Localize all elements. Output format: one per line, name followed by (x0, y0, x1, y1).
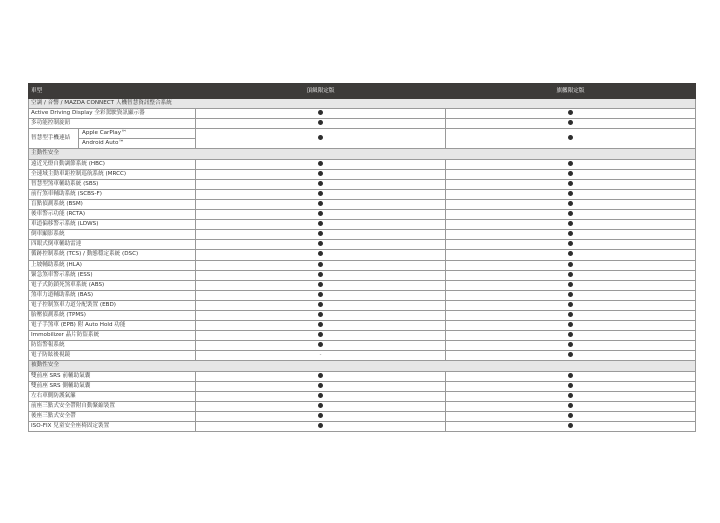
feature-label: 胎壓偵測系統 (TPMS) (29, 310, 196, 320)
equipped-mark (196, 411, 446, 421)
filled-dot-icon (318, 262, 323, 267)
table-row (29, 331, 696, 341)
table-row (29, 129, 696, 139)
section-row (29, 99, 696, 109)
filled-dot-icon (568, 342, 573, 347)
filled-dot-icon (318, 342, 323, 347)
sub-feature-label: Apple CarPlay™ (79, 129, 196, 139)
equipped-mark (446, 250, 696, 260)
filled-dot-icon (568, 262, 573, 267)
filled-dot-icon (318, 373, 323, 378)
table-row (29, 411, 696, 421)
filled-dot-icon (318, 292, 323, 297)
filled-dot-icon (318, 201, 323, 206)
equipped-mark (446, 321, 696, 331)
filled-dot-icon (318, 221, 323, 226)
equipped-mark (446, 260, 696, 270)
feature-label: 車道偏移警示系統 (LDWS) (29, 220, 196, 230)
feature-label: 電子防眩後視鏡 (29, 351, 196, 361)
header-model: 車型 (29, 84, 196, 99)
equipped-mark (446, 371, 696, 381)
filled-dot-icon (568, 312, 573, 317)
equipped-mark (196, 391, 446, 401)
filled-dot-icon (318, 171, 323, 176)
feature-label: 電子手煞車 (EPB) 附 Auto Hold 功能 (29, 321, 196, 331)
filled-dot-icon (568, 241, 573, 246)
filled-dot-icon (318, 241, 323, 246)
equipped-mark (196, 341, 446, 351)
filled-dot-icon (568, 181, 573, 186)
sub-feature-label: Android Auto™ (79, 139, 196, 149)
filled-dot-icon (318, 110, 323, 115)
equipped-mark (196, 401, 446, 411)
dash-mark: - (319, 352, 322, 359)
filled-dot-icon (318, 181, 323, 186)
equipped-mark (196, 109, 446, 119)
filled-dot-icon (318, 403, 323, 408)
equipped-mark (446, 391, 696, 401)
equipped-mark (196, 240, 446, 250)
feature-label: 循跡控制系統 (TCS) / 動態穩定系統 (DSC) (29, 250, 196, 260)
table-row (29, 230, 696, 240)
filled-dot-icon (318, 120, 323, 125)
filled-dot-icon (568, 110, 573, 115)
equipped-mark (196, 199, 446, 209)
not-equipped-mark (196, 351, 446, 361)
filled-dot-icon (568, 322, 573, 327)
feature-label: 全速域主動車距控制巡航系統 (MRCC) (29, 169, 196, 179)
equipped-mark (446, 159, 696, 169)
table-body (29, 99, 696, 432)
equipped-mark (446, 331, 696, 341)
table-row (29, 240, 696, 250)
feature-label: 上坡輔助系統 (HLA) (29, 260, 196, 270)
equipped-mark (446, 270, 696, 280)
feature-label: 遠近光燈自動調節系統 (HBC) (29, 159, 196, 169)
feature-label: 煞車力道輔助系統 (BAS) (29, 290, 196, 300)
equipped-mark (446, 199, 696, 209)
filled-dot-icon (568, 302, 573, 307)
equipped-mark (196, 371, 446, 381)
equipped-mark (446, 129, 696, 149)
filled-dot-icon (568, 221, 573, 226)
equipped-mark (446, 401, 696, 411)
equipped-mark (446, 310, 696, 320)
table-row (29, 169, 696, 179)
filled-dot-icon (568, 120, 573, 125)
equipped-mark (446, 300, 696, 310)
feature-label: 雙前座 SRS 前輔助氣囊 (29, 371, 196, 381)
filled-dot-icon (568, 292, 573, 297)
feature-label: 智慧型手機連結 (29, 129, 79, 149)
table-row (29, 270, 696, 280)
equipped-mark (196, 220, 446, 230)
table-row (29, 391, 696, 401)
filled-dot-icon (318, 302, 323, 307)
filled-dot-icon (318, 161, 323, 166)
equipped-mark (446, 179, 696, 189)
feature-label: 盲點偵測系統 (BSM) (29, 199, 196, 209)
equipped-mark (196, 119, 446, 129)
equipped-mark (446, 109, 696, 119)
equipped-mark (446, 381, 696, 391)
feature-label: 四眼式倒車輔助雷達 (29, 240, 196, 250)
equipped-mark (446, 210, 696, 220)
equipped-mark (196, 331, 446, 341)
filled-dot-icon (318, 312, 323, 317)
table-row (29, 159, 696, 169)
table-row (29, 199, 696, 209)
feature-label: 智慧型煞車輔助系統 (SBS) (29, 179, 196, 189)
table-row (29, 119, 696, 129)
table-row (29, 371, 696, 381)
section-title: 主動性安全 (29, 149, 696, 159)
table-row (29, 179, 696, 189)
feature-label: Immobilizer 晶片防盜系統 (29, 331, 196, 341)
equipped-mark (446, 230, 696, 240)
equipped-mark (446, 220, 696, 230)
equipped-mark (196, 381, 446, 391)
table-row (29, 250, 696, 260)
filled-dot-icon (568, 403, 573, 408)
table-header (29, 84, 696, 99)
filled-dot-icon (318, 231, 323, 236)
equipped-mark (446, 169, 696, 179)
filled-dot-icon (568, 393, 573, 398)
equipped-mark (446, 290, 696, 300)
filled-dot-icon (318, 272, 323, 277)
header-col2: 旗艦限定版 (446, 84, 696, 99)
table-row (29, 290, 696, 300)
feature-label: 前行煞車輔助系統 (SCBS-F) (29, 189, 196, 199)
equipped-mark (196, 310, 446, 320)
filled-dot-icon (318, 383, 323, 388)
filled-dot-icon (568, 231, 573, 236)
feature-label: 電子式防鎖死煞車系統 (ABS) (29, 280, 196, 290)
equipped-mark (446, 411, 696, 421)
filled-dot-icon (318, 322, 323, 327)
table-row (29, 422, 696, 432)
table-row (29, 300, 696, 310)
equipped-mark (446, 189, 696, 199)
feature-label: 多功能控制旋鈕 (29, 119, 196, 129)
table-row (29, 351, 696, 361)
feature-label: 防盜警報系統 (29, 341, 196, 351)
table-row (29, 381, 696, 391)
filled-dot-icon (568, 332, 573, 337)
equipped-mark (446, 119, 696, 129)
equipped-mark (196, 230, 446, 240)
equipped-mark (196, 129, 446, 149)
equipped-mark (446, 240, 696, 250)
filled-dot-icon (568, 161, 573, 166)
filled-dot-icon (318, 282, 323, 287)
equipped-mark (196, 280, 446, 290)
equipped-mark (196, 159, 446, 169)
feature-label: Active Driving Display 全彩駕駛資訊顯示器 (29, 109, 196, 119)
filled-dot-icon (568, 251, 573, 256)
filled-dot-icon (568, 282, 573, 287)
equipped-mark (446, 351, 696, 361)
feature-label: 雙前座 SRS 側輔助氣囊 (29, 381, 196, 391)
filled-dot-icon (318, 413, 323, 418)
filled-dot-icon (318, 393, 323, 398)
section-row (29, 361, 696, 371)
feature-label: 左右車側防護氣簾 (29, 391, 196, 401)
table-row (29, 220, 696, 230)
equipped-mark (196, 290, 446, 300)
filled-dot-icon (318, 191, 323, 196)
filled-dot-icon (568, 383, 573, 388)
spec-table (28, 83, 696, 432)
equipped-mark (196, 210, 446, 220)
equipped-mark (196, 270, 446, 280)
feature-label: 倒車顯影系統 (29, 230, 196, 240)
filled-dot-icon (318, 135, 323, 140)
filled-dot-icon (568, 211, 573, 216)
filled-dot-icon (318, 251, 323, 256)
equipped-mark (446, 422, 696, 432)
equipped-mark (196, 321, 446, 331)
filled-dot-icon (568, 272, 573, 277)
filled-dot-icon (568, 352, 573, 357)
filled-dot-icon (318, 423, 323, 428)
table-row (29, 341, 696, 351)
table-row (29, 280, 696, 290)
filled-dot-icon (568, 191, 573, 196)
table-row (29, 401, 696, 411)
equipped-mark (196, 250, 446, 260)
header-col1: 頂級限定版 (196, 84, 446, 99)
filled-dot-icon (568, 171, 573, 176)
feature-label: 後座三點式安全帶 (29, 411, 196, 421)
table-row (29, 109, 696, 119)
filled-dot-icon (318, 211, 323, 216)
table-row (29, 310, 696, 320)
section-title: 被動性安全 (29, 361, 696, 371)
table-row (29, 189, 696, 199)
equipped-mark (446, 341, 696, 351)
feature-label: 電子控制煞車力道分配裝置 (EBD) (29, 300, 196, 310)
table-row (29, 260, 696, 270)
filled-dot-icon (568, 373, 573, 378)
filled-dot-icon (568, 413, 573, 418)
filled-dot-icon (568, 135, 573, 140)
feature-label: 前座三點式安全帶附自動緊縮裝置 (29, 401, 196, 411)
section-title: 空調 / 音響 / MAZDA CONNECT 人機智慧資訊整合系統 (29, 99, 696, 109)
feature-label: ISO-FIX 兒童安全座椅固定裝置 (29, 422, 196, 432)
feature-label: 後車警示功能 (RCTA) (29, 210, 196, 220)
equipped-mark (196, 422, 446, 432)
equipped-mark (446, 280, 696, 290)
equipped-mark (196, 260, 446, 270)
equipped-mark (196, 179, 446, 189)
table-row (29, 210, 696, 220)
table-row (29, 321, 696, 331)
equipped-mark (196, 189, 446, 199)
filled-dot-icon (318, 332, 323, 337)
section-row (29, 149, 696, 159)
filled-dot-icon (568, 423, 573, 428)
equipped-mark (196, 169, 446, 179)
equipped-mark (196, 300, 446, 310)
filled-dot-icon (568, 201, 573, 206)
feature-label: 緊急煞車警示系統 (ESS) (29, 270, 196, 280)
